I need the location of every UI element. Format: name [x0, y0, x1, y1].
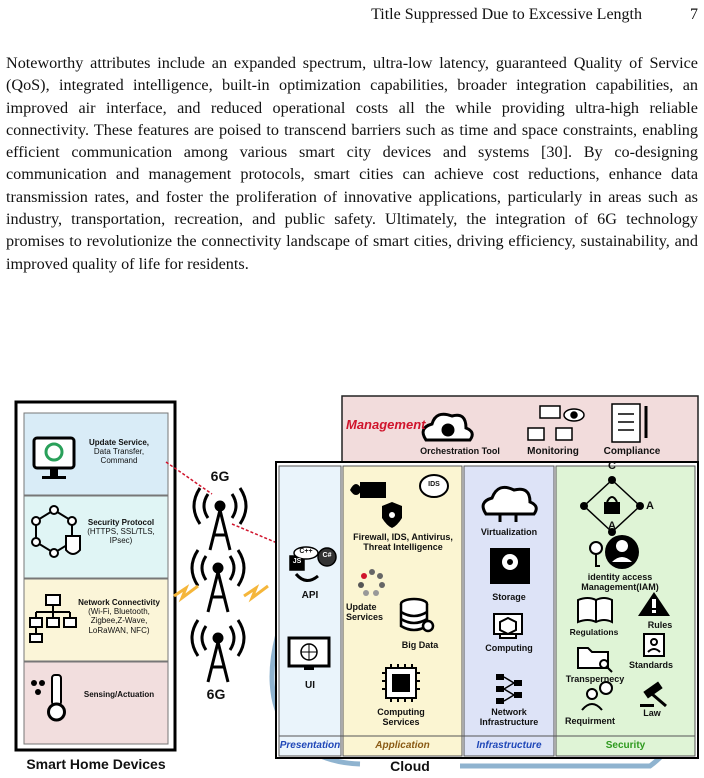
header-title: Title Suppressed Due to Excessive Length — [371, 6, 642, 23]
cia-c-label: C — [608, 460, 616, 472]
js-tag: JS — [292, 558, 302, 565]
cia-a-bottom-label: A — [608, 520, 616, 532]
sensing-label: Sensing/Actuation — [83, 690, 155, 699]
regulations-book-icon — [578, 598, 612, 622]
firewall-label: Firewall, IDS, Antivirus, Threat Intelligence — [353, 532, 453, 553]
presentation-footer: Presentation — [279, 740, 341, 751]
ui-monitor-icon — [289, 638, 329, 670]
ids-badge-label: IDS — [428, 481, 440, 488]
storage-icon — [490, 548, 530, 584]
iam-label: identity access Management(IAM) — [581, 572, 659, 593]
standards-document-icon — [644, 634, 664, 656]
network-connectivity-label — [70, 598, 168, 635]
management-title: Management — [346, 417, 426, 432]
tower-icon-middle — [192, 550, 244, 612]
network-connectivity-title: Network Connectivity — [78, 598, 160, 607]
computing-chip-icon — [382, 664, 420, 702]
update-service-label — [78, 438, 160, 466]
big-data-label: Big Data — [401, 640, 439, 650]
rules-label: Rules — [647, 620, 673, 630]
update-service-sub: Data Transfer, Command — [93, 447, 145, 466]
cia-a-right-label: A — [646, 500, 654, 512]
application-footer: Application — [375, 740, 430, 751]
update-service-title: Update Service, — [88, 438, 150, 447]
orchestration-label: Orchestration Tool — [420, 446, 500, 456]
computing-services-label: Computing Services — [377, 707, 425, 728]
security-protocol-title: Security Protocol — [87, 518, 155, 527]
storage-label: Storage — [492, 592, 526, 602]
security-protocol-sub: (HTTPS, SSL/TLS, IPsec) — [87, 527, 155, 546]
cs-tag: C# — [322, 552, 332, 559]
law-label: Law — [643, 708, 661, 718]
ui-label: UI — [305, 680, 315, 691]
network-infrastructure-label: Network Infrastructure — [479, 707, 539, 728]
update-services-label: Update Services — [346, 602, 384, 623]
tower-label-top: 6G — [210, 468, 230, 484]
smart-home-title: Smart Home Devices — [26, 756, 166, 772]
infrastructure-footer: Infrastructure — [476, 740, 542, 751]
tower-icon-top — [194, 488, 246, 550]
compliance-label: Compliance — [603, 446, 661, 457]
running-header — [0, 6, 704, 28]
lightning-left-icon — [174, 586, 198, 598]
page-number: 7 — [690, 6, 698, 23]
cloud-title: Cloud — [390, 758, 430, 774]
body-paragraph: Noteworthy attributes include an expanded spectrum, ultra-low latency, guaranteed Quality of Service (QoS), integrated intelligence, built-in optimization capabilities, broader integration capabilities, an improved air interface, and reduced operational costs all the while providing ultra-high reliable connectivity. These features are poised to transcend barriers such as time and space constraints, enabling efficient communication among various smart city devices and systems [30]. By co-designing communication and management protocols, smart cities can achieve cost reductions, enhance data transmission rates, and foster the proliferation of innovative applications, particularly in areas such as industry, transportation, recreation, and public safety. Ultimately, the integration of 6G technology promises to revolutionize the connectivity landscape of smart cities, driving efficiency, sustainability, and improved quality of life for residents. — [6, 54, 698, 273]
requirement-label: Requirment — [564, 716, 615, 726]
computing-label: Computing — [485, 643, 533, 653]
computing-monitor-icon — [494, 614, 522, 638]
regulations-label: Regulations — [569, 627, 619, 637]
lightning-right-icon — [244, 586, 268, 598]
security-protocol-label — [78, 518, 164, 546]
security-footer: Security — [605, 740, 646, 751]
transparency-label: Transpernecy — [565, 674, 625, 684]
network-connectivity-sub: (Wi-Fi, Bluetooth, Zigbee,Z-Wave, LoRaWAN, NFC) — [88, 607, 150, 635]
monitoring-label: Monitoring — [527, 446, 579, 457]
standards-label: Standards — [628, 660, 673, 670]
tower-icon-bottom — [192, 620, 244, 682]
big-data-icon — [401, 599, 433, 631]
virtualization-label: Virtualization — [480, 527, 538, 537]
architecture-figure — [0, 390, 704, 778]
cpp-tag: C++ — [299, 548, 313, 555]
api-label: API — [301, 590, 319, 601]
sensing-box — [24, 662, 168, 744]
presentation-column — [279, 466, 341, 756]
transparency-folder-icon — [578, 648, 612, 672]
security-column — [556, 466, 695, 756]
tower-label-bottom: 6G — [206, 686, 226, 702]
